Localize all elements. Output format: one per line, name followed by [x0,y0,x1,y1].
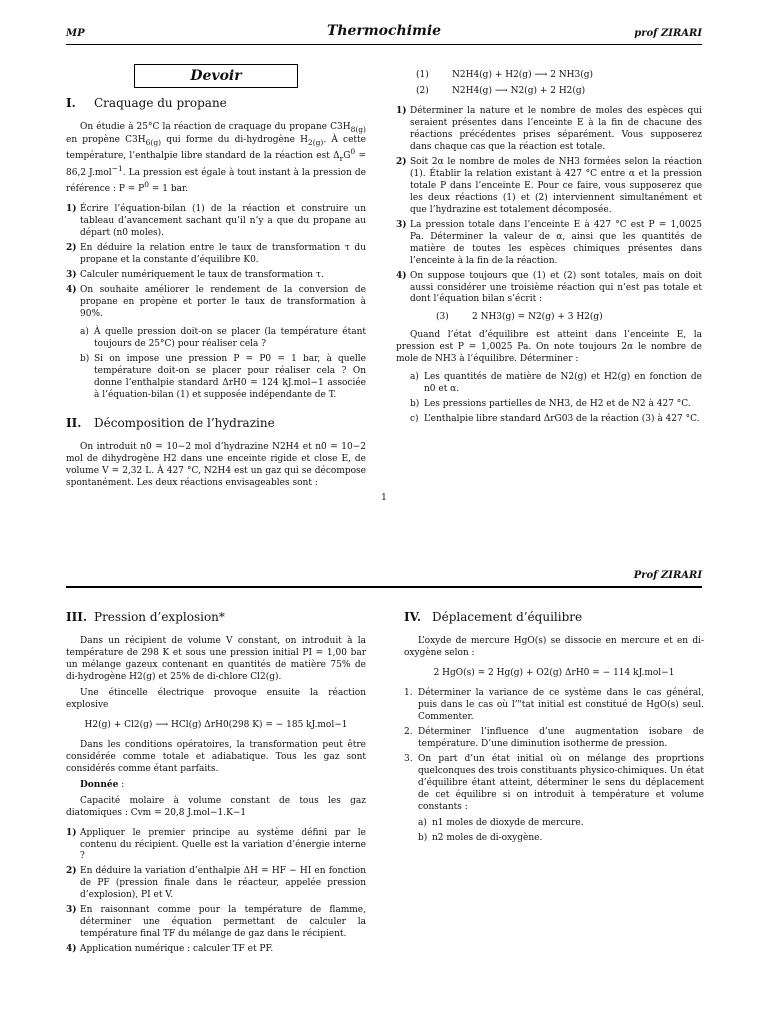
question-item: 4) On suppose toujours que (1) et (2) sont totales, mais on doit aussi considérer une troisième réaction qui n’est pas totale et dont l’équation bilan s’écrit : [396,270,702,305]
section-4-heading: IV. Déplacement d’équilibre [404,610,583,624]
reaction-2: (2) N2H4(g) ⟶ N2(g) + 2 H2(g) [416,85,586,96]
header-title: Thermochimie [326,23,442,40]
question-item: 3) Calculer numériquement le taux de transformation τ. [66,270,324,281]
page2-left-column [66,606,366,960]
section-4-reaction: 2 HgO(s) = 2 Hg(g) + O2(g) ΔrH0 = − 114 kJ.mol−1 [433,667,675,678]
question-item: 2) Soit 2α le nombre de moles de NH3 formées selon la réaction (1). Établir la relation existant à 427 °C entre α et la pression totale P dans l’enceinte E. Pour ce faire, vous supposerez que les deux réactions (1) et (2) interviennent simultanément et que l’hydrazine est totalement décomposée. [396,156,702,215]
header-author: Prof ZIRARI [633,569,702,581]
header-class: MP [66,27,85,39]
page-separator [66,587,702,588]
subquestion-item: a) n1 moles de dioxyde de mercure. [418,817,584,828]
question-item: 1) Appliquer le premier principe au système défini par le contenu du récipient. Quelle est la variation d’énergie interne ? [66,827,366,862]
section-2-intro: On introduit n0 = 10−2 mol d’hydrazine N2H4 et n0 = 10−2 mol de dihydrogène H2 dans une enceinte rigide et close E, de volume V = 2,32 L. À 427 °C, N2H4 est un gaz qui se décompose spontanément. Les deux réactions envisageables sont : [66,441,366,488]
section-1-subquestions [66,327,366,402]
page-header [66,23,702,42]
section-3-intro: Dans un récipient de volume V constant, on introduit à la température de 298 K et sous une pression initial PI = 1,00 bar un mélange gazeux contenant en quantités de matière 75% de di-hydrogène H2(g) et 25% de di-chlore Cl2(g). [66,635,366,682]
section-2-subquestions [396,372,702,426]
page1-left-column [66,64,366,494]
question-item: 2) En déduire la relation entre le taux de transformation τ du propane et la constante d’équilibre K0. [66,243,366,266]
section-3-reaction: H2(g) + Cl2(g) ⟶ HCl(g) ΔrH0(298 K) = − 185 kJ.mol−1 [84,719,348,730]
question-item: 4) Application numérique : calculer TF et PF. [66,944,274,955]
section-1-intro: On étudie à 25°C la réaction de craquage du propane $C3H_{8(g)}$ en propène $C3H_{6(g)}$ qui forme du di-hydrogène $H_{2(g)}$. À cette température, l’enthalpie libre standard de la réaction est $\Delta_rG^0 = 86,2$ J.mol$^{-1}$. La pression est égale à tout instant à la pression de référence : $P = P^0 = 1$ bar. [66,121,366,195]
question-item: 2. Déterminer l’influence d’une augmentation isobare de température. D’une diminution isotherme de pression. [404,726,704,749]
section-3-para: Dans les conditions opératoires, la transformation peut être considérée comme totale et adiabatique. Tous les gaz sont considérés comme étant parfaits. [66,739,366,774]
question-item: 3. On part d’un état initial où on mélange des proprtions quelconques des trois constituants physico-chimiques. Un état d’équilibre étant atteint, déterminer le sens du déplacement de cet équilibre si on introduit à température et volume constants : [404,753,704,812]
subquestion-item: b) Si on impose une pression P = P0 = 1 bar, à quelle température doit-on se placer pour réaliser cela ? On donne l’enthalpie standard ΔrH0 = 124 kJ.mol−1 associée à l’équation-bilan (1) et supposée indépendante de T. [80,353,366,400]
page-number: 1 [381,493,387,503]
header-rule [66,586,702,587]
question-item: 1) Écrire l’équation-bilan (1) de la réaction et construire un tableau d’avancement sachant qu’il n’y a que du propane au départ (n0 moles). [66,204,366,239]
reaction-list [416,70,702,98]
section-3-heading: III. Pression d’explosion* [66,610,225,624]
section-4-subquestions [404,818,704,845]
question-item: 2) En déduire la variation d’enthalpie ΔH = HF − HI en fonction de PF (pression finale dans le réacteur, appelée pression d’explosion), PI et V. [66,866,366,901]
section-2-heading: II. Décomposition de l’hydrazine [66,415,275,430]
reaction-1: (1) N2H4(g) + H2(g) ⟶ 2 NH3(g) [416,70,594,80]
page2-right-column [404,606,704,848]
subquestion-item: b) Les pressions partielles de NH3, de H2 et de N2 à 427 °C. [410,399,691,410]
devoir-box: Devoir [134,64,298,88]
header-author: prof ZIRARI [634,27,702,39]
question-item: 1) Déterminer la nature et le nombre de moles des espèces qui seraient présentes dans l’enceinte E à la fin de chacune des réactions précédentes prises séparément. Vous supposerez dans chaque cas que la réaction est totale. [396,105,702,152]
question-item: 1. Déterminer la variance de ce système dans le cas général, puis dans le cas où l’"tat initial est constitué de HgO(s) seul. Commenter. [404,687,704,722]
section-3-intro2: Une étincelle électrique provoque ensuite la réaction explosive [66,687,366,710]
section-2-after: Quand l’état d’équilibre est atteint dans l’enceinte E, la pression est P = 1,0025 Pa. On note toujours 2α le nombre de mole de NH3 à l’équilibre. Déterminer : [396,330,702,365]
donnee-text: Capacité molaire à volume constant de tous les gaz diatomiques : Cvm = 20,8 J.mol−1.K−1 [66,795,366,818]
section-4-questions [404,688,704,814]
question-item: 3) La pression totale dans l’enceinte E à 427 °C est P = 1,0025 Pa. Déterminer la valeur de α, ainsi que les quantités de matière de toutes les espèces chimiques présentes dans l’enceinte à la fin de la réaction. [396,219,702,266]
section-3-questions [66,828,366,957]
subquestion-item: a) Les quantités de matière de N2(g) et H2(g) en fonction de n0 et α. [410,372,702,395]
header-rule [66,44,702,45]
question-item: 4) On souhaite améliorer le rendement de la conversion de propane en propène et porter le taux de transformation à 90%. [66,285,366,319]
page1-right-column [396,64,702,430]
subquestion-item: b) n2 moles de di-oxygène. [418,832,543,843]
donnee-heading: Donnée : [80,779,125,790]
reaction-3: (3) 2 NH3(g) = N2(g) + 3 H2(g) [436,312,603,323]
page2-header [66,568,702,584]
subquestion-item: a) À quelle pression doit-on se placer (la température étant toujours de 25°C) pour réaliser cela ? [80,326,366,349]
question-item: 3) En raisonnant comme pour la température de flamme, déterminer une équation permettant de calculer la température final TF du mélange de gaz dans le récipient. [66,905,366,940]
section-1-questions [66,204,366,321]
section-1-heading: I. Craquage du propane [66,96,227,110]
section-4-intro: L’oxyde de mercure HgO(s) se dissocie en mercure et en di-oxygène selon : [404,635,704,658]
section-2-questions [396,106,702,307]
subquestion-item: c) L’enthalpie libre standard ΔrG03 de la réaction (3) à 427 °C. [410,414,700,425]
